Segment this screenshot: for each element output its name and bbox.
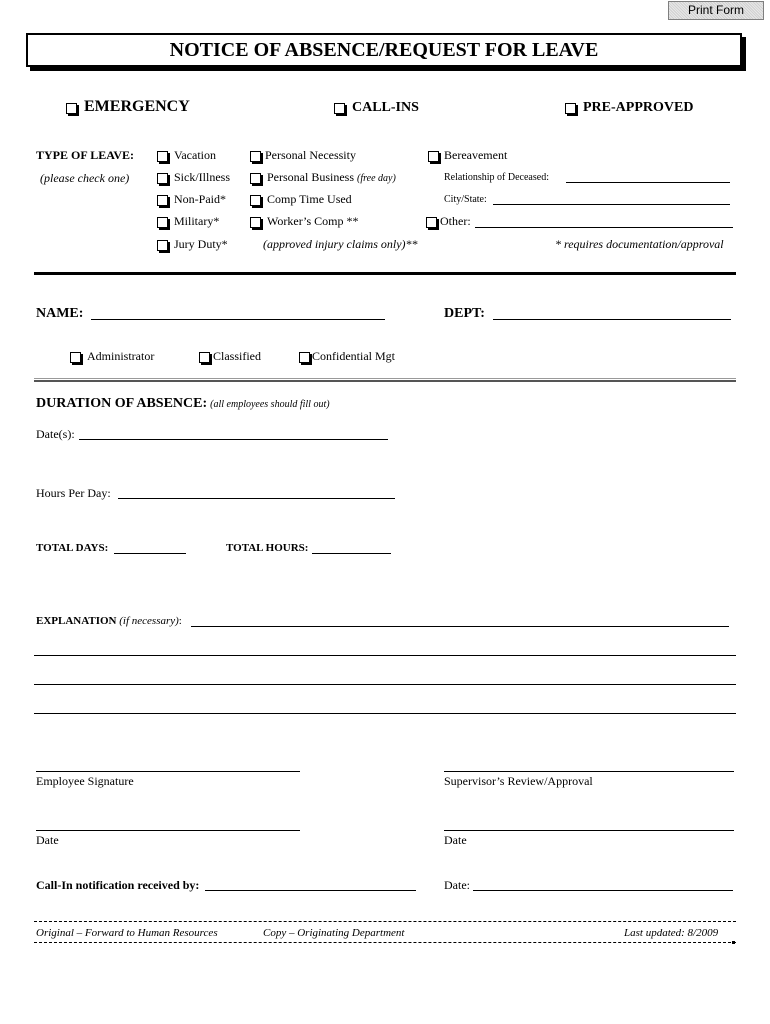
employee-date-label: Date (36, 833, 59, 847)
hours-per-day-label: Hours Per Day: (36, 486, 111, 500)
dept-label: DEPT: (444, 306, 485, 321)
call-ins-checkbox[interactable] (334, 103, 345, 114)
call-ins-option[interactable] (334, 100, 419, 116)
administrator-label: Administrator (87, 349, 155, 363)
leave-bereavement[interactable] (428, 148, 507, 163)
employee-signature-field[interactable] (36, 771, 300, 772)
type-of-leave-label: TYPE OF LEAVE: (36, 148, 135, 162)
leave-other[interactable] (426, 214, 471, 229)
footer-dot (732, 941, 735, 944)
non-paid-label: Non-Paid* (174, 192, 226, 206)
leave-workers-comp[interactable] (250, 214, 358, 229)
explanation-field-4[interactable] (34, 713, 736, 714)
other-checkbox[interactable] (426, 217, 437, 228)
footer-dashed-bottom (34, 942, 736, 943)
leave-non-paid[interactable] (157, 192, 226, 207)
personal-business-checkbox[interactable] (250, 173, 261, 184)
free-day-note: (free day) (357, 173, 396, 184)
employee-date-field[interactable] (36, 830, 300, 831)
pre-approved-label: PRE-APPROVED (583, 100, 694, 115)
hours-per-day-field[interactable] (118, 498, 395, 499)
supervisor-date-field[interactable] (444, 830, 734, 831)
dates-field[interactable] (79, 439, 388, 440)
duration-note: (all employees should fill out) (210, 399, 330, 410)
total-hours-label: TOTAL HOURS: (226, 542, 309, 554)
sick-checkbox[interactable] (157, 173, 168, 184)
explanation-label (36, 615, 182, 627)
workers-comp-label: Worker’s Comp ** (267, 214, 359, 228)
city-state-label: City/State: (444, 194, 487, 205)
total-hours-field[interactable] (312, 553, 391, 554)
call-ins-label: CALL-INS (352, 100, 419, 115)
sick-label: Sick/Illness (174, 170, 230, 184)
requires-documentation-note: * requires documentation/approval (555, 237, 724, 251)
explanation-colon: : (178, 615, 182, 627)
explanation-note: (if necessary) (119, 615, 179, 627)
pre-approved-option[interactable] (565, 100, 693, 116)
employee-type-classified[interactable] (199, 349, 261, 364)
emergency-label: EMERGENCY (84, 98, 190, 115)
supervisor-date-label: Date (444, 833, 467, 847)
leave-comp-time[interactable] (250, 192, 352, 207)
other-field[interactable] (475, 227, 733, 228)
footer-last-updated: Last updated: 8/2009 (624, 927, 719, 939)
footer-copy: Copy – Originating Department (263, 927, 405, 939)
section-divider-2 (34, 378, 736, 382)
print-form-button[interactable]: Print Form (668, 1, 764, 20)
form-title-box (26, 33, 742, 67)
pre-approved-checkbox[interactable] (565, 103, 576, 114)
supervisor-approval-field[interactable] (444, 771, 734, 772)
supervisor-approval-label: Supervisor’s Review/Approval (444, 774, 593, 788)
comp-time-label: Comp Time Used (267, 192, 352, 206)
emergency-option[interactable] (66, 98, 190, 116)
employee-type-confidential[interactable] (299, 349, 395, 364)
type-of-leave-hint: (please check one) (40, 171, 130, 185)
comp-time-checkbox[interactable] (250, 195, 261, 206)
bereavement-label: Bereavement (444, 148, 508, 162)
dates-label: Date(s): (36, 427, 75, 441)
section-divider (34, 272, 736, 275)
approved-injury-note: (approved injury claims only)** (263, 237, 418, 251)
explanation-field-1[interactable] (191, 626, 729, 627)
leave-jury-duty[interactable] (157, 237, 228, 252)
duration-heading-text: DURATION OF ABSENCE: (36, 396, 208, 411)
military-label: Military* (174, 214, 220, 228)
employee-signature-label: Employee Signature (36, 774, 134, 788)
call-in-field[interactable] (205, 890, 416, 891)
footer-dashed-top (34, 921, 736, 922)
emergency-checkbox[interactable] (66, 103, 77, 114)
leave-military[interactable] (157, 214, 219, 229)
classified-checkbox[interactable] (199, 352, 210, 363)
confidential-mgt-label: Confidential Mgt (312, 349, 395, 363)
call-in-label: Call-In notification received by: (36, 878, 200, 892)
administrator-checkbox[interactable] (70, 352, 81, 363)
workers-comp-checkbox[interactable] (250, 217, 261, 228)
other-label: Other: (440, 214, 471, 228)
personal-necessity-label: Personal Necessity (265, 148, 356, 162)
explanation-field-2[interactable] (34, 655, 736, 656)
leave-personal-business[interactable] (250, 170, 396, 185)
military-checkbox[interactable] (157, 217, 168, 228)
jury-duty-checkbox[interactable] (157, 240, 168, 251)
form-title: NOTICE OF ABSENCE/REQUEST FOR LEAVE (169, 39, 599, 61)
dept-field[interactable] (493, 319, 731, 320)
vacation-label: Vacation (174, 148, 216, 162)
total-days-field[interactable] (114, 553, 186, 554)
leave-personal-necessity[interactable] (250, 148, 356, 163)
explanation-label-text: EXPLANATION (36, 615, 117, 627)
vacation-checkbox[interactable] (157, 151, 168, 162)
name-field[interactable] (91, 319, 385, 320)
jury-duty-label: Jury Duty* (174, 237, 228, 251)
total-days-label: TOTAL DAYS: (36, 542, 109, 554)
footer-original: Original – Forward to Human Resources (36, 927, 218, 939)
personal-business-label: Personal Business (267, 170, 354, 184)
name-label: NAME: (36, 306, 84, 321)
confidential-mgt-checkbox[interactable] (299, 352, 310, 363)
leave-vacation[interactable] (157, 148, 216, 163)
call-in-date-field[interactable] (473, 890, 733, 891)
relationship-label: Relationship of Deceased: (444, 172, 549, 183)
duration-heading (36, 396, 330, 412)
call-in-date-label: Date: (444, 878, 470, 892)
personal-necessity-checkbox[interactable] (250, 151, 261, 162)
explanation-field-3[interactable] (34, 684, 736, 685)
employee-type-administrator[interactable] (70, 349, 154, 364)
city-state-field[interactable] (493, 204, 730, 205)
classified-label: Classified (213, 349, 261, 363)
bereavement-checkbox[interactable] (428, 151, 439, 162)
non-paid-checkbox[interactable] (157, 195, 168, 206)
leave-sick[interactable] (157, 170, 230, 185)
relationship-field[interactable] (566, 182, 730, 183)
